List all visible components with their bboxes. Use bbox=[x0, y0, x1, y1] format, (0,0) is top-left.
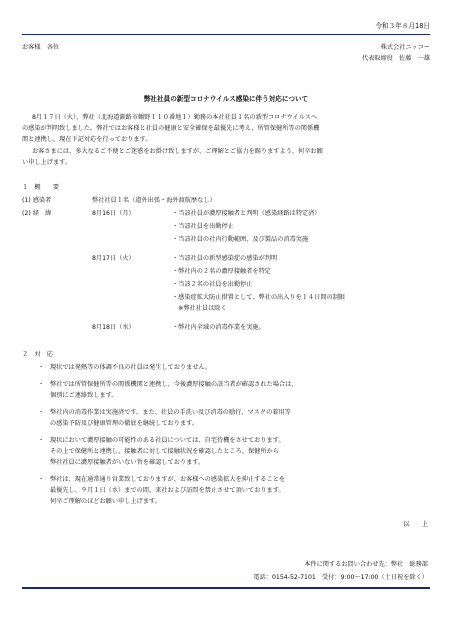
timeline-date: 8月17日（火） bbox=[92, 255, 135, 262]
response-line: 弊社内の消毒作業は実施済です。また、社員の手洗い及び消毒の励行、マスクの着用等 bbox=[50, 409, 291, 416]
intro-line: 関と連携し、現在下記対応を行っております。 bbox=[22, 136, 152, 143]
bullet-symbol: ・ bbox=[38, 381, 45, 388]
timeline-date: 8月18日（水） bbox=[92, 324, 135, 331]
timeline-item: ・当該社員の新型感染症の感染が判明 bbox=[172, 255, 278, 262]
response-line: 弊社社員に濃厚接触者がいない旨を確認しております。 bbox=[50, 459, 205, 466]
timeline-item: ・当該社員が濃厚接触者と判明（感染経路は特定済） bbox=[172, 210, 321, 217]
response-line: 最優先し、９月１日（水）までの間、来社および訪問を禁止させて頂いております。 bbox=[50, 487, 285, 494]
response-line: その上で保健所と連携し、接触者に対して接触状況を確認したところ、保健所から bbox=[50, 448, 279, 455]
response-line: 現状において濃厚接触の可能性のある社員については、自宅待機をさせております。 bbox=[50, 437, 285, 444]
infected-value: 弊社社員１名（道外出張・海外渡航歴なし） bbox=[92, 197, 216, 204]
response-line: 弊社では所管保健所等の関係機関と連携し、今後濃厚接触の該当者が確認された場合は、 bbox=[50, 381, 298, 388]
timeline-item: ・弊社内の２名の濃厚接触者を特定 bbox=[172, 268, 271, 275]
bullet-symbol: ・ bbox=[38, 409, 45, 416]
timeline-label: (2) 経 緯 bbox=[22, 210, 52, 217]
contact-line: 電話：0154-52-7101 受付：9:00～17:00（土日祝を除く） bbox=[253, 574, 428, 581]
timeline-item: ・感染症拡大防止措置として、弊社の出入りを１４日間の制限 bbox=[172, 294, 346, 301]
response-line: 現状では発熱等の体調不良の社員は発生しておりません。 bbox=[50, 364, 212, 371]
company-name: 株式会社ニッコー bbox=[380, 44, 430, 51]
closing-mark: 以 上 bbox=[403, 521, 428, 528]
intro-line: い申し上げます。 bbox=[22, 159, 72, 166]
timeline-date: 8月16日（月） bbox=[92, 210, 135, 217]
bottom-rule bbox=[22, 587, 430, 589]
response-line: の感染予防及び健康管理の徹底を継続しております。 bbox=[50, 420, 199, 427]
response-line: 何卒ご理解のほどお願い申し上げます。 bbox=[50, 498, 161, 505]
infected-label: (1) 感染者 bbox=[22, 197, 52, 204]
issue-date: 令和３年８月18日 bbox=[375, 22, 430, 30]
intro-line: の感染が判明致しました。弊社ではお客様と社員の健康と安全確保を最優先に考え、所管保健所等の関係機 bbox=[22, 125, 320, 132]
response-line: 弊社は、現在通常通り営業致しておりますが、お客様への感染拡大を抑止することを bbox=[50, 476, 286, 483]
intro-line: 8月１７日（火）、弊社（北海道釧路市鶴野１１０番地１）勤務の本社社員１名の新型コロナウイルスへ bbox=[32, 114, 318, 121]
representative: 代表取締役 佐藤 一雄 bbox=[361, 55, 430, 62]
timeline-item: ・弊社内全域の消毒作業を実施。 bbox=[172, 324, 265, 331]
bullet-symbol: ・ bbox=[38, 437, 45, 444]
top-rule bbox=[22, 34, 430, 35]
timeline-item: ・当該２名の社員を出勤停止 bbox=[172, 281, 253, 288]
document-title: 弊社社員の新型コロナウイルス感染に伴う対応について bbox=[143, 95, 309, 103]
contact-line: 本件に関するお問い合わせ先：弊社 総務部 bbox=[304, 561, 428, 568]
recipient: お客様 各位 bbox=[22, 44, 60, 51]
intro-line: お客さまには、多大なるご不便とご迷惑をお掛け致しますが、ご理解とご協力を賜りますよう、何卒お願 bbox=[32, 148, 323, 155]
response-line: 個別にご連絡致します。 bbox=[50, 392, 118, 399]
bullet-symbol: ・ bbox=[38, 364, 45, 371]
timeline-item: ・当該社員の社内行動範囲、及び製品の消毒実施 bbox=[172, 236, 309, 243]
bullet-symbol: ・ bbox=[38, 476, 45, 483]
timeline-item: ・当該社員を出勤停止 bbox=[172, 223, 234, 230]
section2-heading: ２ 対 応 bbox=[22, 351, 53, 358]
timeline-item: ※弊社社員は除く bbox=[172, 305, 227, 312]
section1-heading: １ 概 要 bbox=[22, 184, 60, 191]
